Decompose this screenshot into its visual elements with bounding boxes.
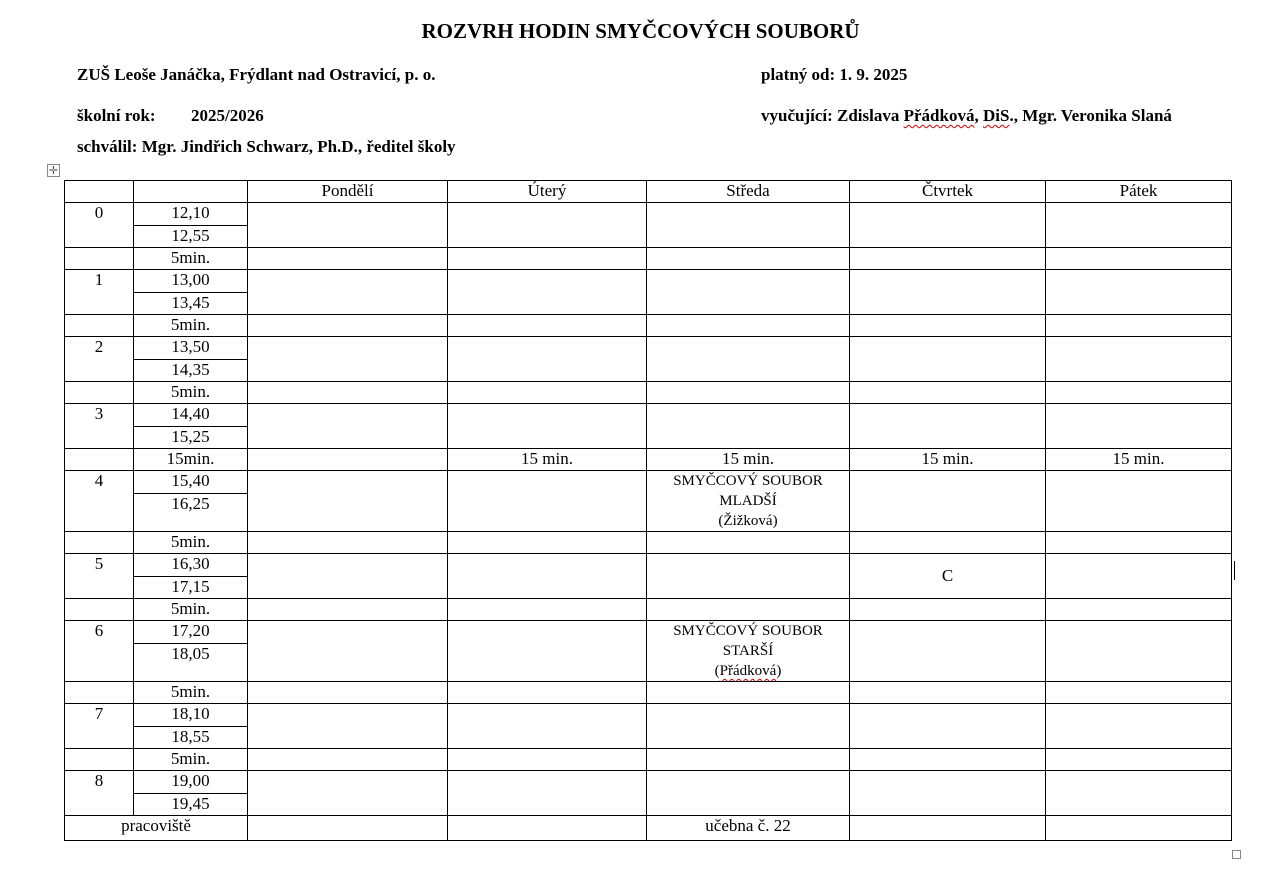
cell-thu[interactable]	[850, 704, 1046, 749]
cell-wed[interactable]	[647, 554, 850, 599]
table-row	[65, 621, 1232, 644]
workplace-wed: učebna č. 22	[647, 816, 850, 841]
break-thu: 15 min.	[850, 449, 1046, 471]
lesson-start: 14,40	[134, 404, 248, 427]
lesson-start: 16,30	[134, 554, 248, 577]
lesson-end: 15,25	[134, 427, 248, 449]
text-cursor	[1234, 561, 1235, 580]
cell-fri[interactable]	[1046, 554, 1232, 599]
lesson-number: 2	[65, 337, 134, 382]
cell-mon[interactable]	[248, 203, 448, 248]
lesson-end: 12,55	[134, 226, 248, 248]
break-row	[65, 749, 1232, 771]
footer-row	[65, 816, 1232, 841]
break-duration: 5min.	[134, 315, 248, 337]
day-tuesday: Úterý	[448, 181, 647, 203]
break-duration: 5min.	[134, 749, 248, 771]
table-row	[65, 771, 1232, 794]
cell-tue[interactable]	[448, 704, 647, 749]
break-row-long	[65, 449, 1232, 471]
teachers-rest: ., Mgr. Veronika Slaná	[1009, 106, 1172, 125]
school-year: 2025/2026	[191, 106, 264, 125]
lesson-start: 13,50	[134, 337, 248, 360]
valid-from: platný od: 1. 9. 2025	[761, 65, 908, 84]
school-name: ZUŠ Leoše Janáčka, Frýdlant nad Ostravicí, p. o.	[77, 65, 436, 84]
break-row	[65, 682, 1232, 704]
cell-thu[interactable]	[850, 337, 1046, 382]
approved-by: schválil: Mgr. Jindřich Schwarz, Ph.D., ředitel školy	[77, 137, 456, 156]
break-duration: 5min.	[134, 682, 248, 704]
teacher-name-spellcheck: Přádková	[903, 106, 975, 125]
cell-mon[interactable]	[248, 471, 448, 532]
event-younger-ensemble[interactable]	[647, 471, 850, 532]
break-row	[65, 532, 1232, 554]
break-fri: 15 min.	[1046, 449, 1232, 471]
day-monday: Pondělí	[248, 181, 448, 203]
cell-thu[interactable]	[850, 621, 1046, 682]
lesson-end: 17,15	[134, 577, 248, 599]
cell-fri[interactable]	[1046, 704, 1232, 749]
lesson-number: 6	[65, 621, 134, 682]
cell-fri[interactable]	[1046, 337, 1232, 382]
cell-thu[interactable]	[850, 471, 1046, 532]
break-row	[65, 599, 1232, 621]
break-duration: 15min.	[134, 449, 248, 471]
break-duration: 5min.	[134, 599, 248, 621]
break-duration: 5min.	[134, 248, 248, 270]
cell-tue[interactable]	[448, 554, 647, 599]
lesson-start: 17,20	[134, 621, 248, 644]
lesson-start: 15,40	[134, 471, 248, 494]
cell-wed[interactable]	[647, 337, 850, 382]
table-row	[65, 471, 1232, 494]
schedule-table	[64, 180, 1232, 841]
lesson-end: 18,55	[134, 727, 248, 749]
day-thursday: Čtvrtek	[850, 181, 1046, 203]
lesson-end: 18,05	[134, 644, 248, 682]
lesson-number: 8	[65, 771, 134, 816]
cell-tue[interactable]	[448, 771, 647, 816]
break-duration: 5min.	[134, 532, 248, 554]
cell-tue[interactable]	[448, 203, 647, 248]
paren-close: )	[776, 663, 782, 679]
table-row	[65, 404, 1232, 427]
cell-wed[interactable]	[647, 203, 850, 248]
cell-wed[interactable]	[647, 404, 850, 449]
workplace-label: pracoviště	[65, 816, 248, 841]
paren-open: (	[714, 663, 720, 679]
lesson-number: 1	[65, 270, 134, 315]
cell-mon[interactable]	[248, 270, 448, 315]
event-older-ensemble[interactable]	[647, 621, 850, 682]
cell-thu[interactable]	[850, 203, 1046, 248]
lesson-number: 0	[65, 203, 134, 248]
cell-mon[interactable]	[248, 771, 448, 816]
cell-tue[interactable]	[448, 471, 647, 532]
lesson-number: 7	[65, 704, 134, 749]
teacher-title-spellcheck: DiS	[982, 106, 1010, 125]
corner-cell	[65, 181, 134, 203]
cell-wed[interactable]	[647, 771, 850, 816]
lesson-end: 14,35	[134, 360, 248, 382]
cell-mon[interactable]	[248, 704, 448, 749]
event-title: SMYČCOVÝ SOUBOR	[673, 623, 823, 639]
event-teacher	[647, 661, 849, 681]
table-resize-handle[interactable]	[1232, 850, 1241, 859]
lesson-end: 13,45	[134, 293, 248, 315]
cell-fri[interactable]	[1046, 471, 1232, 532]
lesson-end: 16,25	[134, 494, 248, 532]
break-wed: 15 min.	[647, 449, 850, 471]
lesson-start: 19,00	[134, 771, 248, 794]
cell-mon[interactable]	[248, 554, 448, 599]
lesson-start: 18,10	[134, 704, 248, 727]
break-row	[65, 248, 1232, 270]
cell-mon[interactable]	[248, 621, 448, 682]
cell-wed[interactable]	[647, 270, 850, 315]
cell-tue[interactable]	[448, 270, 647, 315]
lesson-start: 12,10	[134, 203, 248, 226]
table-header-row	[65, 181, 1232, 203]
cell-tue[interactable]	[448, 621, 647, 682]
event-teacher: (Žižková)	[718, 513, 778, 529]
cell-thu[interactable]	[850, 270, 1046, 315]
lesson-number: 5	[65, 554, 134, 599]
cell-fri[interactable]	[1046, 203, 1232, 248]
break-tue: 15 min.	[448, 449, 647, 471]
cell-mon[interactable]	[248, 404, 448, 449]
event-subtitle: STARŠÍ	[722, 643, 774, 659]
lesson-number: 3	[65, 404, 134, 449]
table-move-handle-icon[interactable]: ✛	[48, 164, 59, 177]
teachers	[761, 106, 1172, 126]
lesson-number: 4	[65, 471, 134, 532]
event-thu-c[interactable]: C	[850, 554, 1046, 599]
page-title: ROZVRH HODIN SMYČCOVÝCH SOUBORŮ	[421, 19, 860, 43]
cell-thu[interactable]	[850, 404, 1046, 449]
event-title: SMYČCOVÝ SOUBOR	[673, 473, 823, 489]
school-year-label: školní rok:	[77, 106, 156, 125]
lesson-start: 13,00	[134, 270, 248, 293]
teacher-name-spellcheck: Přádková	[719, 663, 777, 679]
event-subtitle: MLADŠÍ	[719, 493, 777, 509]
cell-tue[interactable]	[448, 404, 647, 449]
teachers-sep: ,	[974, 106, 983, 125]
cell-mon[interactable]	[248, 337, 448, 382]
break-row	[65, 382, 1232, 404]
time-header-cell	[134, 181, 248, 203]
cell-wed[interactable]	[647, 704, 850, 749]
teachers-prefix: vyučující: Zdislava	[761, 106, 904, 125]
cell-tue[interactable]	[448, 337, 647, 382]
cell-fri[interactable]	[1046, 404, 1232, 449]
table-row	[65, 554, 1232, 577]
break-row	[65, 315, 1232, 337]
table-row	[65, 337, 1232, 360]
lesson-end: 19,45	[134, 794, 248, 816]
cell-thu[interactable]	[850, 771, 1046, 816]
day-friday: Pátek	[1046, 181, 1232, 203]
table-row	[65, 270, 1232, 293]
cell-fri[interactable]	[1046, 621, 1232, 682]
day-wednesday: Středa	[647, 181, 850, 203]
table-row	[65, 704, 1232, 727]
break-duration: 5min.	[134, 382, 248, 404]
cell-fri[interactable]	[1046, 270, 1232, 315]
table-row	[65, 203, 1232, 226]
cell-fri[interactable]	[1046, 771, 1232, 816]
